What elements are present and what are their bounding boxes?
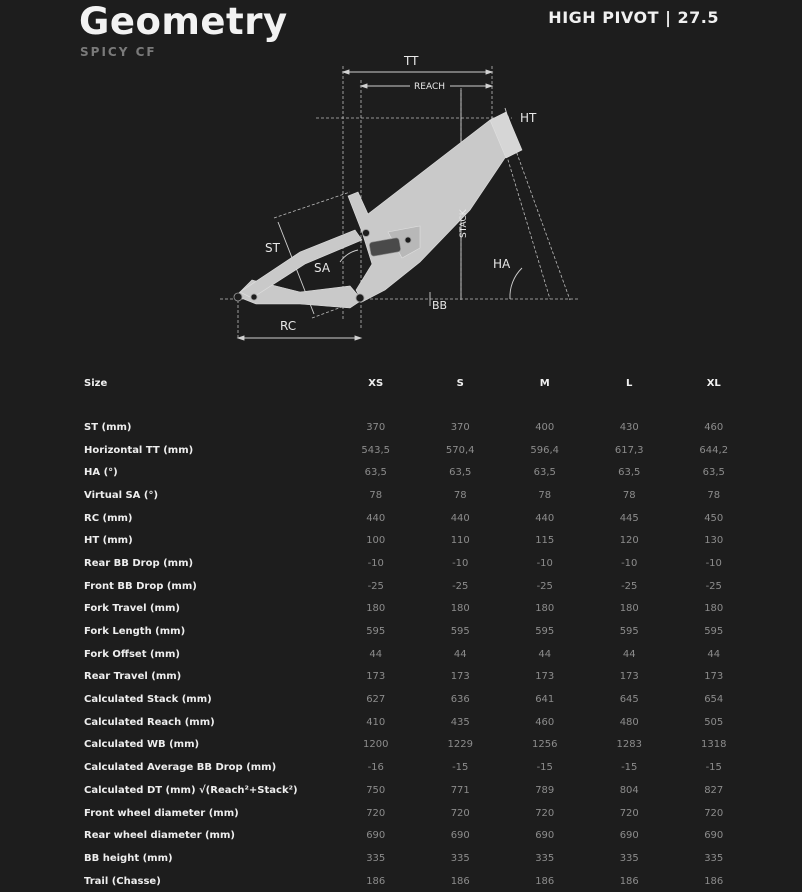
row-value: 335 — [450, 852, 470, 864]
row-value: 596,4 — [530, 444, 560, 456]
row-value: -15 — [705, 762, 722, 774]
label-bb: BB — [432, 299, 448, 312]
label-ha: HA — [493, 257, 511, 271]
rear-axle-pivot — [234, 293, 242, 301]
row-label: BB height (mm) — [84, 852, 173, 864]
row-label: HA (°) — [84, 467, 118, 479]
row-value: -10 — [367, 557, 384, 569]
row-value: 186 — [704, 875, 724, 887]
row-value: 644,2 — [699, 444, 729, 456]
ha-line-2 — [515, 148, 570, 300]
label-reach: REACH — [414, 82, 445, 92]
row-value: 173 — [535, 671, 555, 683]
table-row — [84, 529, 756, 552]
row-value: 400 — [535, 421, 555, 433]
row-value: 78 — [707, 489, 721, 501]
chainstay-pivot — [251, 294, 257, 300]
row-label: Calculated Reach (mm) — [84, 716, 215, 728]
table-row — [84, 666, 756, 689]
model-subtitle: SPICY CF — [80, 45, 157, 59]
row-value: 370 — [450, 421, 470, 433]
table-row — [84, 643, 756, 666]
row-label: RC (mm) — [84, 512, 133, 524]
rc-arrow-right — [355, 336, 361, 340]
row-value: 654 — [704, 694, 724, 706]
rc-arrow-left — [238, 336, 244, 340]
row-value: 173 — [450, 671, 470, 683]
main-pivot — [363, 230, 370, 237]
row-value: 617,3 — [614, 444, 644, 456]
label-rc: RC — [280, 319, 297, 333]
row-value: 1256 — [532, 739, 558, 751]
row-value: 690 — [704, 830, 724, 842]
label-stack: STACK — [459, 209, 469, 238]
row-value: 335 — [704, 852, 724, 864]
row-value: 44 — [622, 648, 636, 660]
row-value: 120 — [619, 535, 639, 547]
row-value: 180 — [704, 603, 724, 615]
reach-arrow-left — [361, 84, 367, 88]
row-value: -10 — [536, 557, 553, 569]
row-value: 445 — [619, 512, 639, 524]
table-row — [84, 870, 756, 892]
size-xl-header: XL — [706, 377, 721, 389]
row-value: -25 — [705, 580, 722, 592]
row-value: 100 — [366, 535, 386, 547]
table-row — [84, 756, 756, 779]
row-label: Rear BB Drop (mm) — [84, 557, 194, 569]
size-s-header: S — [456, 377, 464, 389]
size-l-header: L — [626, 377, 633, 389]
row-value: 173 — [619, 671, 639, 683]
row-value: 440 — [450, 512, 470, 524]
platform-tag: HIGH PIVOT | 27.5 — [548, 8, 719, 27]
row-value: 435 — [450, 716, 470, 728]
row-value: 44 — [369, 648, 383, 660]
row-value: 595 — [535, 626, 555, 638]
front-triangle — [348, 116, 520, 302]
row-label: Virtual SA (°) — [84, 489, 159, 501]
row-value: 543,5 — [361, 444, 391, 456]
table-row — [84, 620, 756, 643]
row-value: 78 — [622, 489, 636, 501]
row-label: Rear Travel (mm) — [84, 671, 182, 683]
row-value: 460 — [535, 716, 555, 728]
row-value: -10 — [705, 557, 722, 569]
row-value: 180 — [366, 603, 386, 615]
row-value: 115 — [535, 535, 555, 547]
table-row — [84, 575, 756, 598]
row-label: Front BB Drop (mm) — [84, 580, 197, 592]
table-row — [84, 734, 756, 757]
row-value: 335 — [619, 852, 639, 864]
geometry-table — [84, 372, 756, 892]
row-value: 186 — [535, 875, 555, 887]
table-row — [84, 507, 756, 530]
row-value: -15 — [452, 762, 469, 774]
row-value: 186 — [366, 875, 386, 887]
row-value: -15 — [536, 762, 553, 774]
row-value: -25 — [452, 580, 469, 592]
label-st: ST — [265, 241, 280, 255]
bb-pivot — [356, 294, 364, 302]
frame — [236, 112, 522, 308]
ha-line-1 — [505, 150, 550, 299]
row-value: 804 — [619, 784, 639, 796]
table-header-row — [84, 372, 756, 394]
row-label: Horizontal TT (mm) — [84, 444, 194, 456]
row-value: 720 — [535, 807, 555, 819]
row-value: 595 — [366, 626, 386, 638]
table-row — [84, 802, 756, 825]
row-value: -16 — [367, 762, 384, 774]
row-value: 440 — [366, 512, 386, 524]
row-value: 1283 — [616, 739, 642, 751]
row-label: Trail (Chasse) — [84, 875, 161, 887]
row-value: 1200 — [363, 739, 389, 751]
row-label: Rear wheel diameter (mm) — [84, 830, 235, 842]
row-value: 63,5 — [533, 467, 556, 479]
row-label: Calculated WB (mm) — [84, 739, 200, 751]
row-value: 44 — [707, 648, 721, 660]
row-label: Fork Travel (mm) — [84, 603, 180, 615]
row-value: 78 — [538, 489, 552, 501]
row-value: 63,5 — [702, 467, 725, 479]
row-value: 690 — [619, 830, 639, 842]
row-value: -10 — [452, 557, 469, 569]
geometry-diagram — [215, 52, 585, 352]
row-value: 595 — [704, 626, 724, 638]
row-value: 450 — [704, 512, 724, 524]
table-row — [84, 484, 756, 507]
size-m-header: M — [539, 377, 550, 389]
table-row — [84, 847, 756, 870]
row-label: Calculated Stack (mm) — [84, 694, 212, 706]
row-value: 180 — [450, 603, 470, 615]
label-sa: SA — [314, 261, 331, 275]
row-value: 690 — [366, 830, 386, 842]
table-row — [84, 416, 756, 439]
row-value: 771 — [450, 784, 470, 796]
size-column-header: Size — [84, 377, 108, 389]
page-title: Geometry — [79, 0, 288, 43]
table-row — [84, 461, 756, 484]
row-value: 110 — [450, 535, 470, 547]
tt-arrow-left — [343, 70, 349, 74]
reach-arrow-right — [486, 84, 492, 88]
table-row — [84, 552, 756, 575]
row-value: 370 — [366, 421, 386, 433]
st-top-line — [274, 192, 350, 218]
row-value: 460 — [704, 421, 724, 433]
row-value: 595 — [619, 626, 639, 638]
row-value: 627 — [366, 694, 386, 706]
row-value: 180 — [619, 603, 639, 615]
row-value: 570,4 — [445, 444, 475, 456]
row-label: HT (mm) — [84, 535, 133, 547]
size-xs-header: XS — [368, 377, 384, 389]
ha-arc — [510, 268, 522, 299]
row-value: 720 — [450, 807, 470, 819]
label-ht: HT — [520, 111, 537, 125]
row-value: -25 — [621, 580, 638, 592]
table-row — [84, 824, 756, 847]
row-value: 335 — [366, 852, 386, 864]
row-value: -25 — [536, 580, 553, 592]
row-value: 480 — [619, 716, 639, 728]
row-value: 789 — [535, 784, 555, 796]
row-value: 641 — [535, 694, 555, 706]
row-value: 186 — [619, 875, 639, 887]
row-value: 335 — [535, 852, 555, 864]
row-value: 44 — [453, 648, 467, 660]
row-value: 63,5 — [449, 467, 472, 479]
table-row — [84, 711, 756, 734]
row-value: 1318 — [701, 739, 727, 751]
row-value: 78 — [453, 489, 467, 501]
row-value: -15 — [621, 762, 638, 774]
row-value: 720 — [704, 807, 724, 819]
row-value: 63,5 — [364, 467, 387, 479]
row-value: 410 — [366, 716, 386, 728]
rocker-pivot — [405, 237, 411, 243]
row-value: 186 — [450, 875, 470, 887]
row-value: 690 — [535, 830, 555, 842]
table-spacer — [84, 394, 756, 416]
row-value: -25 — [367, 580, 384, 592]
row-value: 173 — [704, 671, 724, 683]
row-value: 1229 — [447, 739, 473, 751]
table-row — [84, 439, 756, 462]
row-label: Calculated Average BB Drop (mm) — [84, 762, 277, 774]
row-value: 44 — [538, 648, 552, 660]
row-value: 827 — [704, 784, 724, 796]
label-tt: TT — [404, 54, 419, 68]
row-value: 595 — [450, 626, 470, 638]
row-value: 720 — [366, 807, 386, 819]
table-row — [84, 688, 756, 711]
row-value: 180 — [535, 603, 555, 615]
row-value: 130 — [704, 535, 724, 547]
row-label: Calculated DT (mm) √(Reach²+Stack²) — [84, 784, 298, 796]
table-row — [84, 779, 756, 802]
row-label: Front wheel diameter (mm) — [84, 807, 239, 819]
row-value: 430 — [619, 421, 639, 433]
row-value: 505 — [704, 716, 724, 728]
row-value: 440 — [535, 512, 555, 524]
row-value: 636 — [450, 694, 470, 706]
row-value: 750 — [366, 784, 386, 796]
row-value: -10 — [621, 557, 638, 569]
row-label: Fork Length (mm) — [84, 626, 186, 638]
row-label: Fork Offset (mm) — [84, 648, 180, 660]
row-label: ST (mm) — [84, 421, 132, 433]
row-value: 720 — [619, 807, 639, 819]
row-value: 173 — [366, 671, 386, 683]
table-row — [84, 598, 756, 621]
row-value: 690 — [450, 830, 470, 842]
row-value: 645 — [619, 694, 639, 706]
tt-arrow-right — [486, 70, 492, 74]
row-value: 63,5 — [618, 467, 641, 479]
row-value: 78 — [369, 489, 383, 501]
